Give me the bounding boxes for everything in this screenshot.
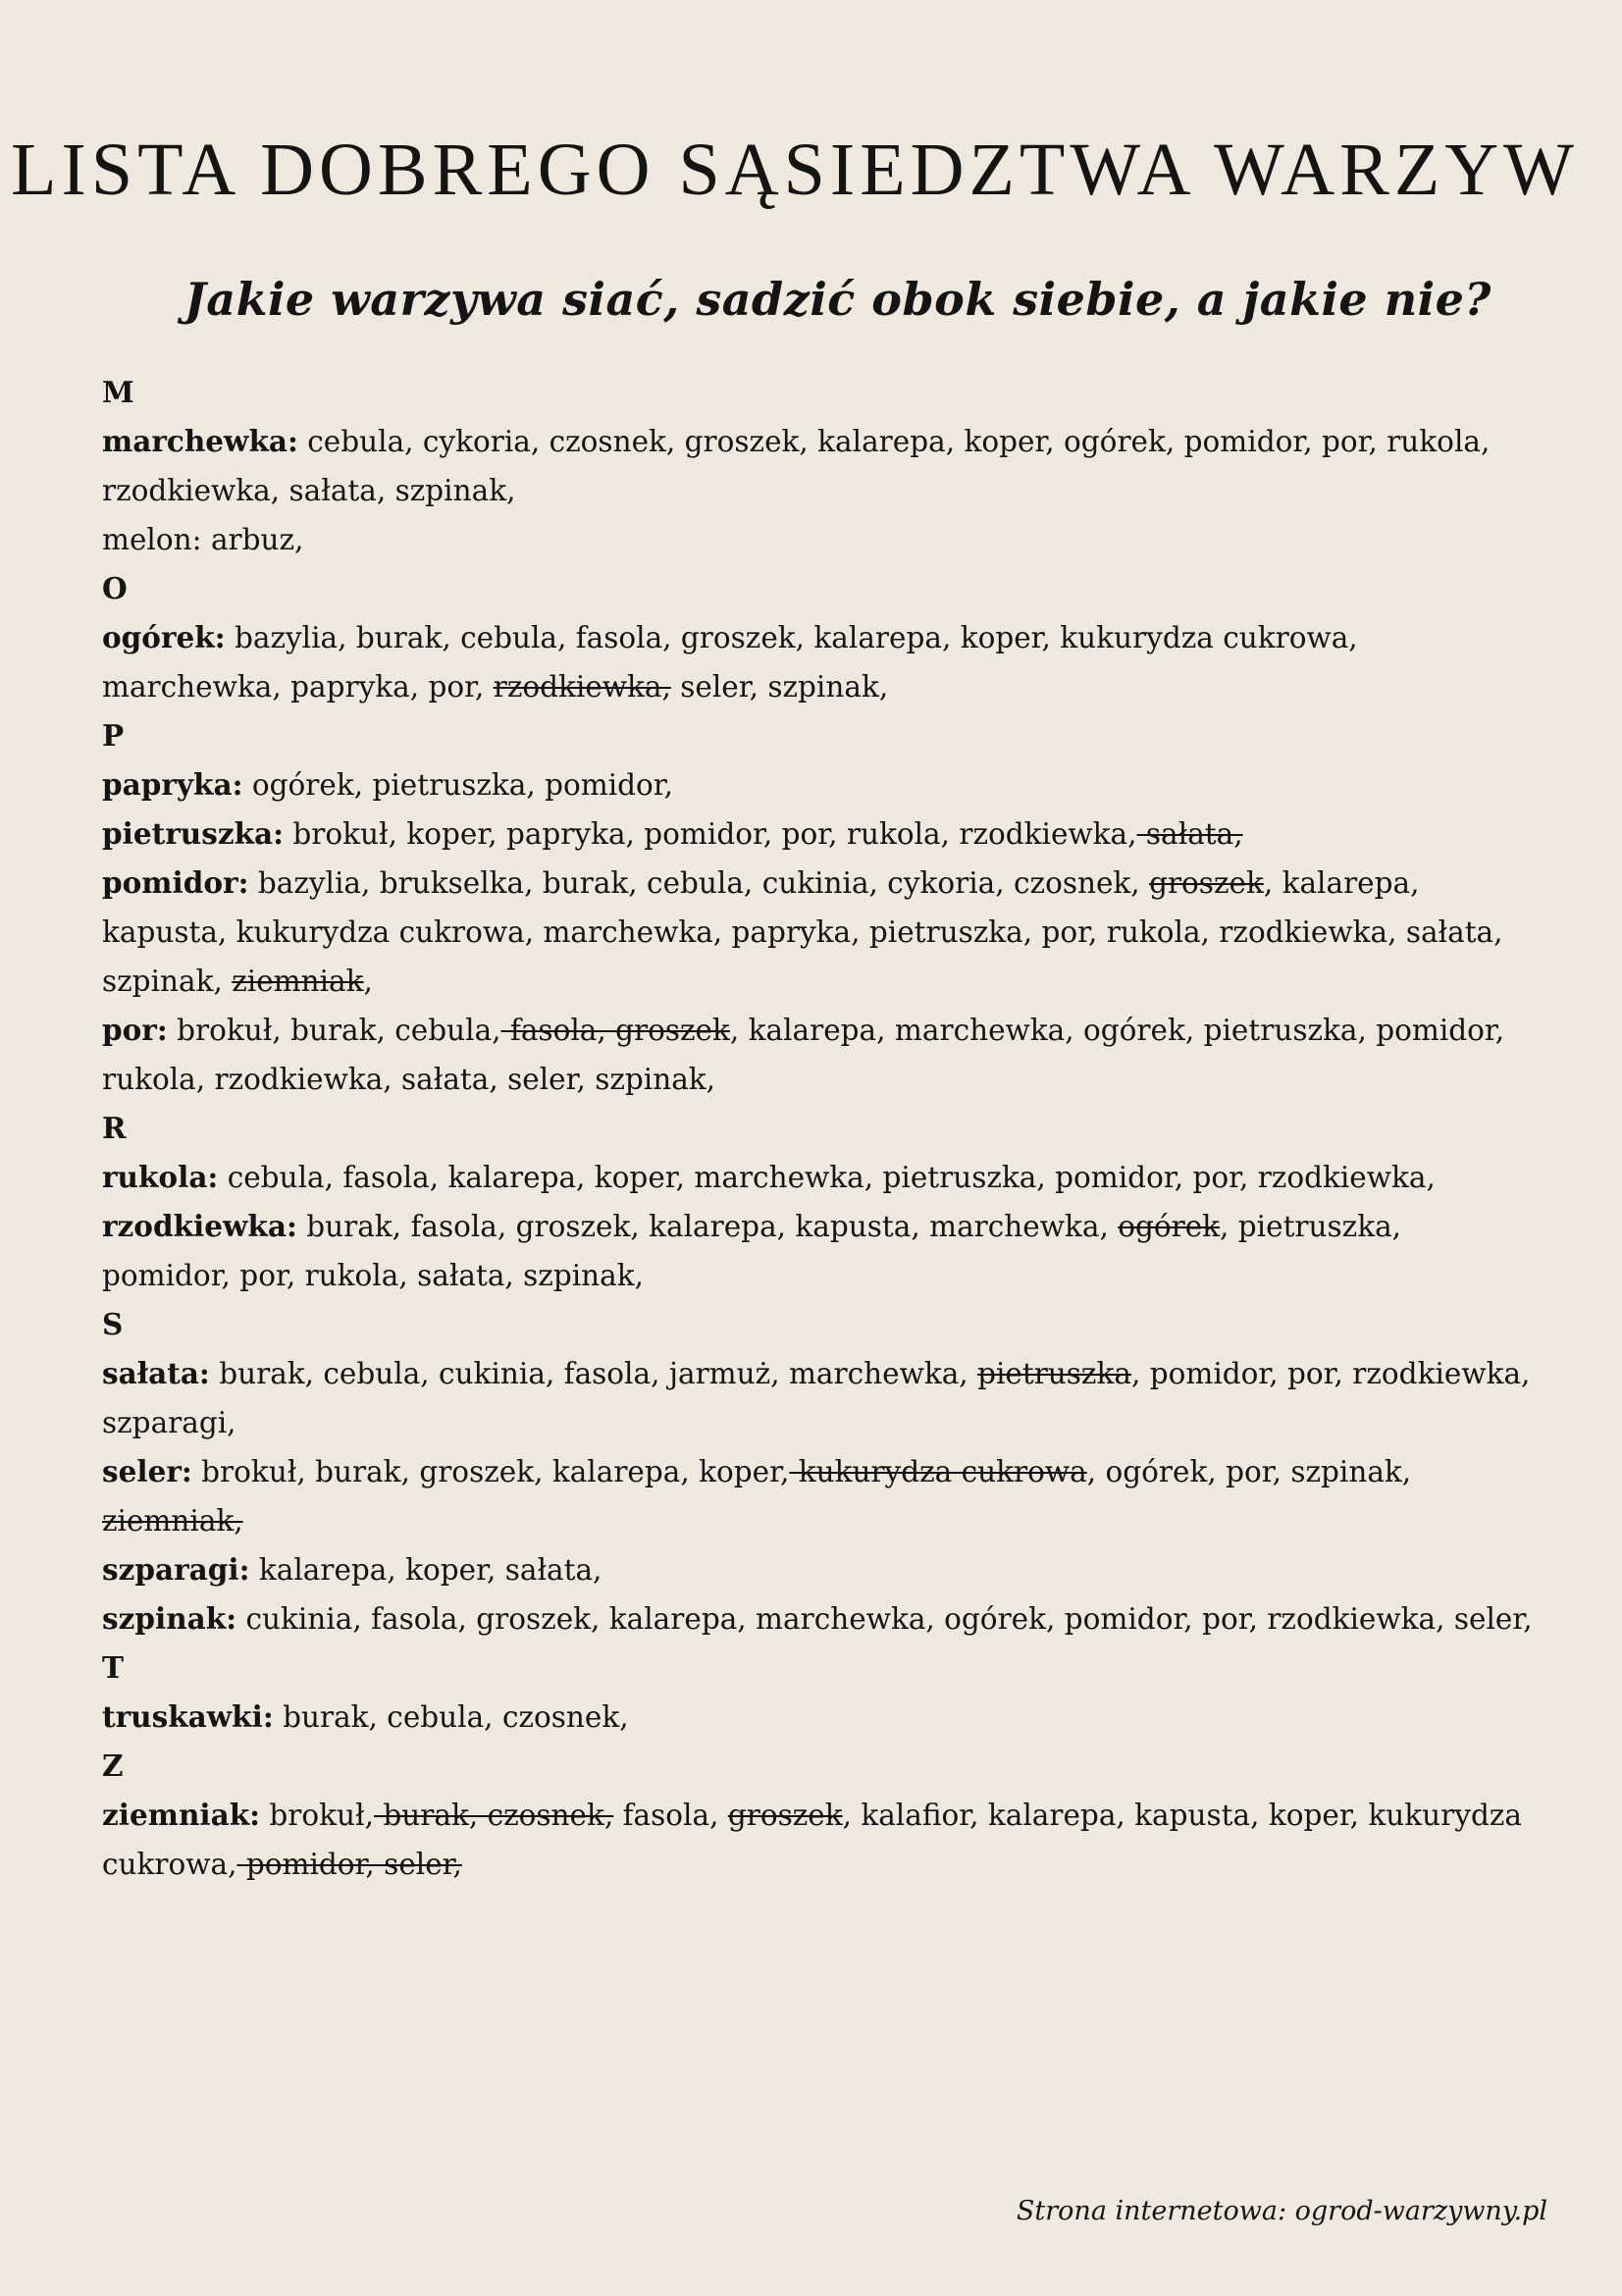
- list-item: [102, 1791, 1535, 1889]
- vegetable-name: szparagi:: [102, 1552, 250, 1587]
- section-letter: Z: [102, 1748, 124, 1783]
- bad-neighbor-text: ziemniak,: [102, 1504, 243, 1538]
- good-neighbor-text: , pomidor, por, rzodkiewka, szparagi,: [102, 1357, 1531, 1439]
- good-neighbor-text: brokuł,: [260, 1799, 374, 1832]
- good-neighbor-text: , kalarepa, kapusta, kukurydza cukrowa, marchewka, papryka, pietruszka, por, rukola, rzodkiewka, sałata, szpinak,: [102, 866, 1503, 998]
- good-neighbor-text: brokuł, burak, groszek, kalarepa, koper,: [191, 1455, 790, 1488]
- bad-neighbor-text: sałata,: [1136, 817, 1243, 851]
- good-neighbor-text: seler, szpinak,: [670, 670, 889, 704]
- good-neighbor-text: ,: [363, 965, 373, 998]
- good-neighbor-text: ogórek, pietruszka, pomidor,: [242, 768, 674, 802]
- section-letter: R: [102, 1111, 127, 1145]
- vegetable-name: pietruszka:: [102, 816, 285, 851]
- vegetable-name: rzodkiewka:: [102, 1209, 297, 1243]
- good-neighbor-text: brokuł, burak, cebula,: [167, 1014, 501, 1047]
- good-neighbor-text: burak, cebula, cukinia, fasola, jarmuż, marchewka,: [209, 1357, 978, 1390]
- vegetable-name: marchewka:: [102, 424, 298, 458]
- companion-planting-list: [102, 368, 1535, 1889]
- good-neighbor-text: , kalafior, kalarepa, kapusta, koper, kukurydza cukrowa,: [102, 1799, 1522, 1881]
- bad-neighbor-text: groszek: [1149, 866, 1264, 900]
- section-letter: T: [102, 1650, 124, 1685]
- bad-neighbor-text: pietruszka: [977, 1357, 1131, 1390]
- bad-neighbor-text: rzodkiewka,: [493, 670, 671, 704]
- list-item: [102, 1006, 1535, 1104]
- vegetable-name: ziemniak:: [102, 1798, 261, 1832]
- good-neighbor-text: cebula, fasola, kalarepa, koper, marchewka, pietruszka, pomidor, por, rzodkiewka,: [218, 1161, 1436, 1194]
- footer-website: Strona internetowa: ogrod-warzywny.pl: [1016, 2196, 1547, 2226]
- vegetable-name: melon:: [102, 523, 202, 556]
- page-subtitle: Jakie warzywa siać, sadzić obok siebie, a jakie nie?: [184, 273, 1491, 326]
- list-item: [102, 1545, 1535, 1594]
- vegetable-name: pomidor:: [102, 865, 249, 900]
- list-item: [102, 809, 1535, 859]
- bad-neighbor-text: fasola, groszek: [500, 1014, 730, 1047]
- list-item: [102, 760, 1535, 809]
- section-letter: M: [102, 375, 134, 409]
- list-item: [102, 1202, 1535, 1300]
- good-neighbor-text: , pietruszka, pomidor, por, rukola, sałata, szpinak,: [102, 1210, 1402, 1292]
- bad-neighbor-text: kukurydza cukrowa: [789, 1455, 1087, 1488]
- list-item: [102, 1447, 1535, 1545]
- list-item: [102, 515, 1535, 564]
- page-title: LISTA DOBREGO SĄSIEDZTWA WARZYW: [11, 129, 1579, 211]
- bad-neighbor-text: burak, czosnek,: [374, 1799, 614, 1832]
- vegetable-name: por:: [102, 1013, 168, 1047]
- bad-neighbor-text: pomidor, seler,: [236, 1848, 462, 1881]
- section-letter: P: [102, 718, 125, 753]
- section-letter: S: [102, 1307, 124, 1341]
- good-neighbor-text: , ogórek, por, szpinak,: [1086, 1455, 1412, 1488]
- vegetable-name: seler:: [102, 1454, 192, 1488]
- list-item: [102, 859, 1535, 1006]
- vegetable-name: truskawki:: [102, 1699, 274, 1734]
- good-neighbor-text: cukinia, fasola, groszek, kalarepa, marchewka, ogórek, pomidor, por, rzodkiewka, seler,: [236, 1602, 1533, 1636]
- good-neighbor-text: kalarepa, koper, sałata,: [249, 1553, 602, 1587]
- vegetable-name: rukola:: [102, 1160, 219, 1194]
- good-neighbor-text: brokuł, koper, papryka, pomidor, por, rukola, rzodkiewka,: [284, 817, 1137, 851]
- vegetable-name: ogórek:: [102, 620, 226, 654]
- good-neighbor-text: burak, cebula, czosnek,: [273, 1700, 629, 1734]
- list-item: [102, 1153, 1535, 1202]
- vegetable-name: sałata:: [102, 1356, 210, 1390]
- list-item: [102, 613, 1535, 711]
- list-item: [102, 417, 1535, 515]
- bad-neighbor-text: ziemniak: [232, 965, 364, 998]
- section-letter: O: [102, 571, 128, 605]
- good-neighbor-text: fasola,: [613, 1799, 728, 1832]
- bad-neighbor-text: ogórek: [1118, 1210, 1221, 1243]
- good-neighbor-text: bazylia, burak, cebula, fasola, groszek, kalarepa, koper, kukurydza cukrowa, marchewka, papryka, por,: [102, 621, 1358, 704]
- good-neighbor-text: cebula, cykoria, czosnek, groszek, kalarepa, koper, ogórek, pomidor, por, rukola, rzodkiewka, sałata, szpinak,: [102, 425, 1491, 507]
- vegetable-name: papryka:: [102, 767, 243, 802]
- list-item: [102, 1693, 1535, 1742]
- list-item: [102, 1594, 1535, 1644]
- good-neighbor-text: , kalarepa, marchewka, ogórek, pietruszka, pomidor, rukola, rzodkiewka, sałata, seler, szpinak,: [102, 1014, 1505, 1096]
- bad-neighbor-text: groszek: [727, 1799, 843, 1832]
- list-item: [102, 1349, 1535, 1447]
- good-neighbor-text: burak, fasola, groszek, kalarepa, kapusta, marchewka,: [296, 1210, 1119, 1243]
- good-neighbor-text: arbuz,: [201, 523, 304, 556]
- good-neighbor-text: bazylia, brukselka, burak, cebula, cukinia, cykoria, czosnek,: [248, 866, 1150, 900]
- vegetable-name: szpinak:: [102, 1601, 237, 1636]
